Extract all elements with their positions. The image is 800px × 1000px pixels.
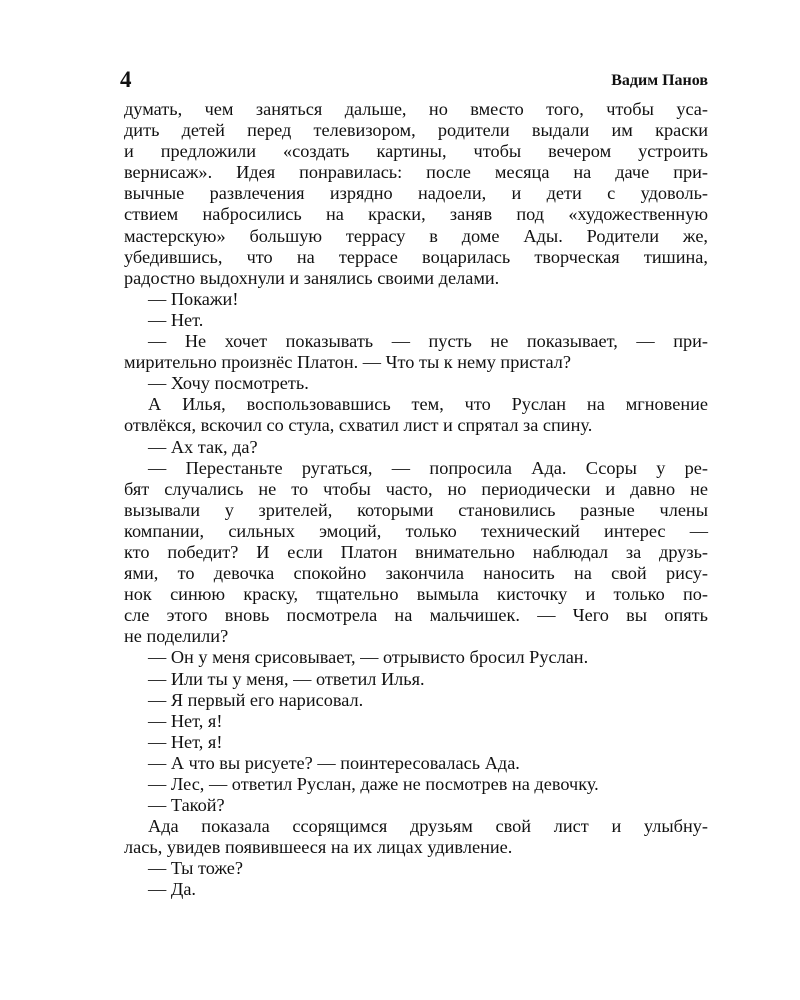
text-line: думать, чем заняться дальше, но вместо того, чтобы уса- <box>124 99 708 119</box>
text-line: вызывали у зрителей, которыми становились разные члены <box>124 499 708 520</box>
text-line: — Ах так, да? <box>148 436 258 457</box>
text-line: мирительно произнёс Платон. — Что ты к нему пристал? <box>124 352 571 373</box>
text-line: — Перестаньте ругаться, — попросила Ада. Ссоры у ре- <box>148 457 708 478</box>
text-line: отвлёкся, вскочил со стула, схватил лист и спрятал за спину. <box>124 415 593 436</box>
text-line: компании, сильных эмоций, только технический интерес — <box>124 520 708 541</box>
text-line: и предложили «создать картины, чтобы вечером устроить <box>124 141 708 162</box>
text-line: — Я первый его нарисовал. <box>148 689 364 710</box>
text-line: — Нет, я! <box>148 710 223 731</box>
text-line: вернисаж». Идея понравилась: после месяца на даче при- <box>124 162 708 183</box>
text-line: не поделили? <box>124 626 229 647</box>
text-line: А Илья, воспользовавшись тем, что Руслан на мгновение <box>148 394 708 415</box>
text-line: бят случались не то чтобы часто, но периодически и давно не <box>124 478 708 499</box>
text-line: — Лес, — ответил Руслан, даже не посмотрев на девочку. <box>148 774 599 794</box>
body-text <box>124 99 708 901</box>
text-line: вычные развлечения изрядно надоели, и дети с удоволь- <box>124 183 708 204</box>
text-line: — Нет, я! <box>148 731 223 752</box>
text-line: кто победит? И если Платон внимательно наблюдал за друзь- <box>124 541 708 562</box>
text-line: — Покажи! <box>148 288 239 309</box>
text-line: ями, то девочка спокойно закончила наносить на свой рису- <box>124 563 708 584</box>
text-line: — Хочу посмотреть. <box>148 373 309 394</box>
text-line: ствием набросились на краски, заняв под «художественную <box>124 204 708 225</box>
text-line: дить детей перед телевизором, родители выдали им краски <box>124 120 708 141</box>
page-number: 4 <box>120 67 132 92</box>
text-line: — Такой? <box>148 795 225 816</box>
text-line: — Или ты у меня, — ответил Илья. <box>148 668 425 689</box>
text-line: — А что вы рисуете? — поинтересовалась Ада. <box>148 752 520 773</box>
page-header <box>120 66 708 94</box>
text-line: Ада показала ссорящимся друзьям свой лист и улыбну- <box>148 816 708 837</box>
text-line: радостно выдохнули и занялись своими делами. <box>124 267 500 288</box>
text-line: — Нет. <box>148 309 204 330</box>
text-line: лась, увидев появившееся на их лицах удивление. <box>124 837 513 858</box>
author-running-head: Вадим Панов <box>611 72 708 89</box>
text-line: сле этого вновь посмотрела на мальчишек. — Чего вы опять <box>124 605 708 626</box>
text-line: — Он у меня срисовывает, — отрывисто бросил Руслан. <box>148 647 589 668</box>
text-line: мастерскую» большую террасу в доме Ады. Родители же, <box>124 225 708 246</box>
text-line: — Не хочет показывать — пусть не показывает, — при- <box>148 331 708 352</box>
text-line: убедившись, что на террасе воцарилась творческая тишина, <box>124 246 708 267</box>
text-line: — Ты тоже? <box>148 858 244 879</box>
text-line: нок синюю краску, тщательно вымыла кисточку и только по- <box>124 584 708 605</box>
text-line: — Да. <box>148 879 197 900</box>
